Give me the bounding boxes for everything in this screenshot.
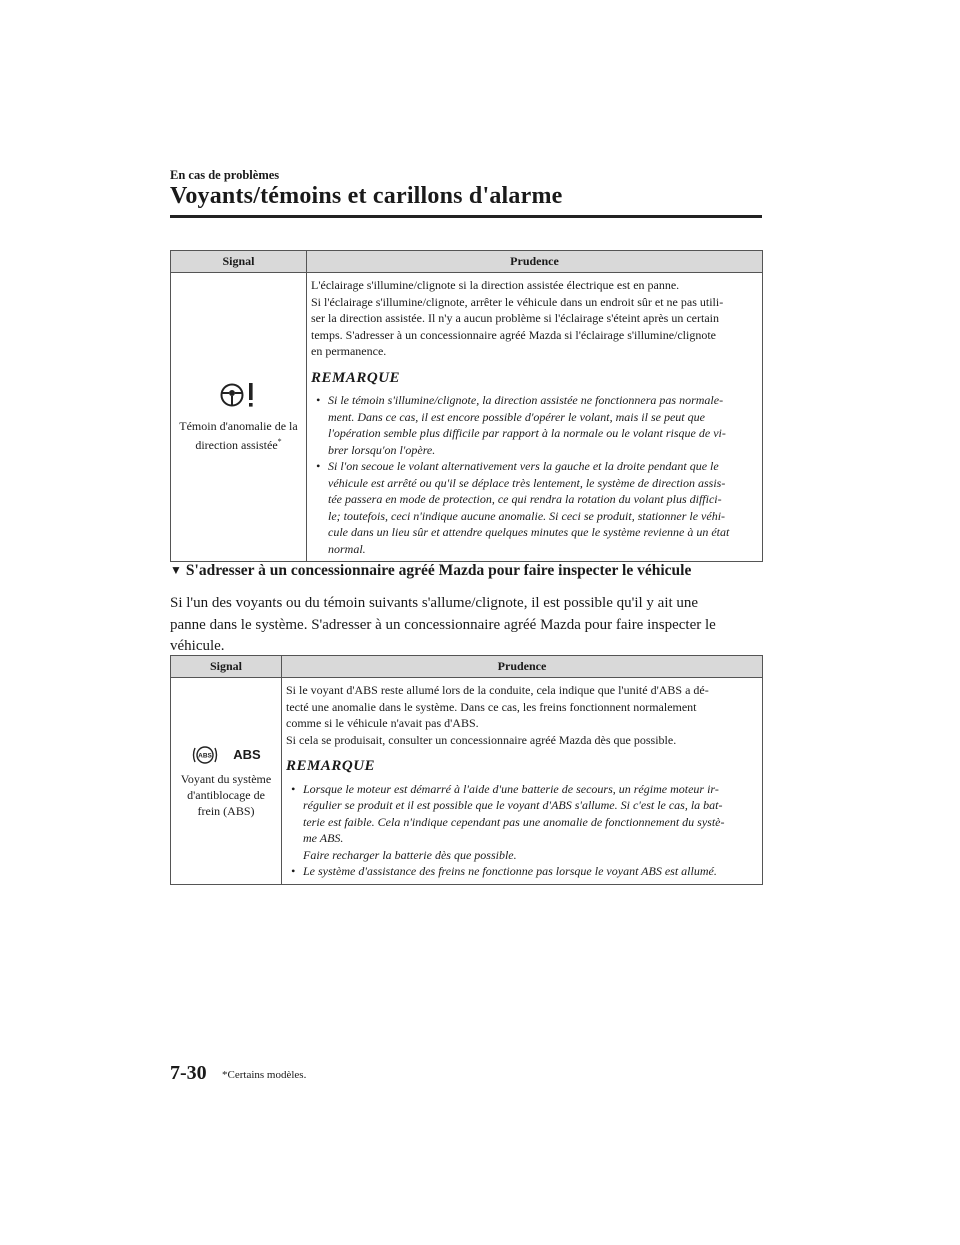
bullet-icon: • bbox=[316, 393, 321, 407]
warning-table-power-steering bbox=[170, 250, 763, 562]
page-title: Voyants/témoins et carillons d'alarme bbox=[170, 183, 563, 209]
signal-cell bbox=[171, 273, 307, 562]
bullet-icon: • bbox=[291, 781, 296, 796]
prudence-line: Si cela se produisait, consulter un concessionnaire agréé Mazda dès que possible. bbox=[286, 732, 677, 747]
prudence-line: comme si le véhicule n'avait pas d'ABS. bbox=[286, 716, 479, 730]
column-header-prudence: Prudence bbox=[282, 656, 763, 678]
body-paragraph: Si l'un des voyants ou du témoin suivants s'allume/clignote, il est possible qu'il y ait une panne dans le système. S'adresser à un concessionnaire agréé Mazda pour faire inspecter le véhicule. bbox=[170, 595, 716, 654]
prudence-cell bbox=[307, 273, 763, 562]
prudence-line: Si le voyant d'ABS reste allumé lors de la conduite, cela indique que l'unité d'ABS a dé- bbox=[286, 683, 709, 697]
bullet-icon: • bbox=[291, 864, 296, 878]
column-header-signal: Signal bbox=[171, 251, 307, 273]
note-item: • Lorsque le moteur est démarré à l'aide d'une batterie de secours, un régime moteur ir- régulier se produit et il est possible que le voyant d'ABS s'allume. Si c'est le cas, la bat- terie est faible. Cela n'indique cependant pas une anomalie de fonctionnement du systè- me ABS. Faire recharger la batterie dès que possible. bbox=[291, 781, 725, 862]
signal-label: Voyant du système d'antiblocage de frein (ABS) bbox=[180, 771, 272, 818]
signal-label: Témoin d'anomalie de la direction assistée* bbox=[179, 418, 298, 452]
column-header-signal: Signal bbox=[171, 656, 282, 678]
note-item: • Si le témoin s'illumine/clignote, la direction assistée ne fonctionnera pas normale- ment. Dans ce cas, il est encore possible d'opérer le volant, mais il se peut que l'opération semble plus difficile par rapport à la normale ou le volant risque de vi- brer lorsqu'on l'opère. bbox=[316, 393, 726, 457]
prudence-line: tecté une anomalie dans le système. Dans ce cas, les freins fonctionnent normalement bbox=[286, 699, 697, 714]
prudence-line: L'éclairage s'illumine/clignote si la direction assistée électrique est en panne. bbox=[311, 278, 680, 292]
note-item: • Le système d'assistance des freins ne fonctionne pas lorsque le voyant ABS est allumé. bbox=[291, 864, 717, 878]
page-number: 7-30 bbox=[170, 1062, 207, 1084]
note-item: • Si l'on secoue le volant alternativement vers la gauche et la droite pendant que le véhicule est arrêté ou qu'il se déplace très lentement, le système de direction assis- tée passera en mode de protection, ce qui rendra la rotation du volant plus diffici- le; toutefois, ceci n'indique aucune anomalie. Si ceci se produit, stationner le véhi- cule dans un lieu sûr et attendre quelques minutes que le système revienne à un état normal. bbox=[316, 459, 730, 556]
footnote-marker: * bbox=[277, 436, 282, 446]
prudence-line: Si l'éclairage s'illumine/clignote, arrêter le véhicule dans un endroit sûr et ne pas utili- bbox=[311, 294, 724, 309]
abs-warning-icon bbox=[191, 743, 219, 767]
footnote: *Certains modèles. bbox=[222, 1069, 307, 1081]
note-heading: REMARQUE bbox=[286, 758, 376, 774]
abs-badge: ABS bbox=[233, 746, 261, 762]
bullet-icon: • bbox=[316, 459, 321, 473]
prudence-cell bbox=[282, 678, 763, 885]
triangle-down-icon: ▼ bbox=[170, 563, 182, 577]
prudence-line: temps. S'adresser à un concessionnaire agréé Mazda si l'éclairage s'illumine/clignote bbox=[311, 327, 717, 342]
subsection-heading: ▼ S'adresser à un concessionnaire agréé Mazda pour faire inspecter le véhicule bbox=[170, 562, 692, 579]
note-heading: REMARQUE bbox=[311, 369, 401, 386]
section-label: En cas de problèmes bbox=[170, 168, 280, 182]
warning-table-abs bbox=[170, 655, 763, 885]
signal-cell bbox=[171, 678, 282, 885]
power-steering-warning-icon bbox=[217, 381, 261, 409]
prudence-line: en permanence. bbox=[311, 344, 387, 358]
column-header-prudence: Prudence bbox=[307, 251, 763, 273]
prudence-line: ser la direction assistée. Il n'y a aucun problème si l'éclairage s'éteint après un certain bbox=[311, 311, 719, 325]
svg-text:ABS: ABS bbox=[198, 752, 213, 760]
title-divider bbox=[170, 215, 762, 218]
